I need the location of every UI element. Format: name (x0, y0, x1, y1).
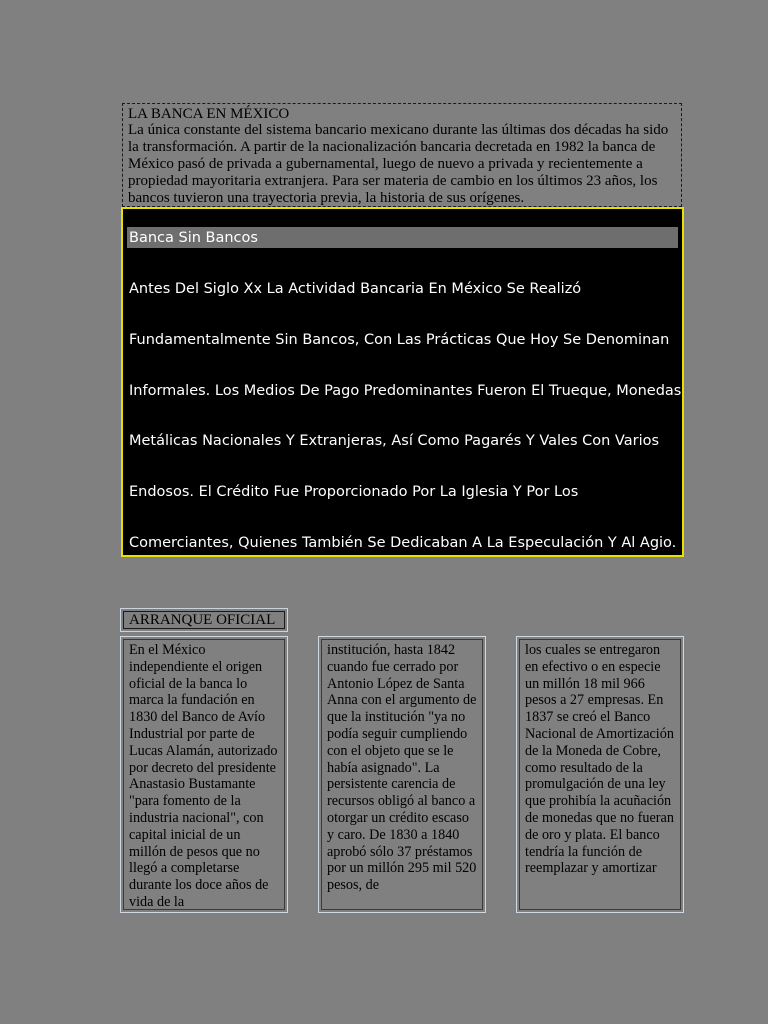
highlight-line: Metálicas Nacionales Y Extranjeras, Así Como Pagarés Y Vales Con Varios (129, 433, 660, 449)
column-text: los cuales se entregaron en efectivo o en especie un millón 18 mil 966 pesos a 27 empresas. En 1837 se creó el Banco Nacional de Amortización de la Moneda de Cobre, como resultado de la promulgación de una ley que prohibía la acuñación de monedas que no fueran de oro y plata. El banco tendría la función de reemplazar y amortizar (519, 639, 681, 910)
highlight-text-box (121, 207, 684, 557)
section-heading: ARRANQUE OFICIAL (123, 611, 285, 629)
highlight-title: Banca Sin Bancos (129, 230, 258, 246)
highlight-line: Endosos. El Crédito Fue Proporcionado Por La Iglesia Y Por Los (129, 484, 579, 500)
highlight-line: Fundamentalmente Sin Bancos, Con Las Prácticas Que Hoy Se Denominan (129, 332, 670, 348)
text-column-1 (120, 636, 288, 913)
intro-title: LA BANCA EN MÉXICO (128, 106, 290, 122)
highlight-line: Comerciantes, Quienes También Se Dedicaban A La Especulación Y Al Agio. (129, 535, 677, 551)
highlight-line: Informales. Los Medios De Pago Predominantes Fueron El Trueque, Monedas (129, 383, 682, 399)
text-column-3 (516, 636, 684, 913)
column-text: institución, hasta 1842 cuando fue cerrado por Antonio López de Santa Anna con el argumento de que la institución "ya no podía seguir cumpliendo con el objeto que se le había asignado". La persistente carencia de recursos obligó al banco a otorgar un crédito escaso y caro. De 1830 a 1840 aprobó sólo 37 préstamos por un millón 295 mil 520 pesos, de (321, 639, 483, 910)
highlight-line: Antes Del Siglo Xx La Actividad Bancaria En México Se Realizó (129, 281, 582, 297)
intro-paragraph: La única constante del sistema bancario mexicano durante las últimas dos décadas ha sido la transformación. A partir de la nacionalización bancaria decretada en 1982 la banca de México pasó de privada a gubernamental, luego de nuevo a privada y recientemente a propiedad mayoritaria extranjera. Para ser materia de cambio en los últimos 23 años, los bancos tuvieron una trayectoria previa, la historia de sus orígenes. (128, 122, 669, 206)
section-heading-box (120, 608, 288, 632)
column-text: En el México independiente el origen oficial de la banca lo marca la fundación en 1830 del Banco de Avío Industrial por parte de Lucas Alamán, autorizado por decreto del presidente Anastasio Bustamante "para fomento de la industria nacional", con capital inicial de un millón de pesos que no llegó a completarse durante los doce años de vida de la (123, 639, 285, 910)
intro-text-box (122, 103, 682, 207)
text-column-2 (318, 636, 486, 913)
